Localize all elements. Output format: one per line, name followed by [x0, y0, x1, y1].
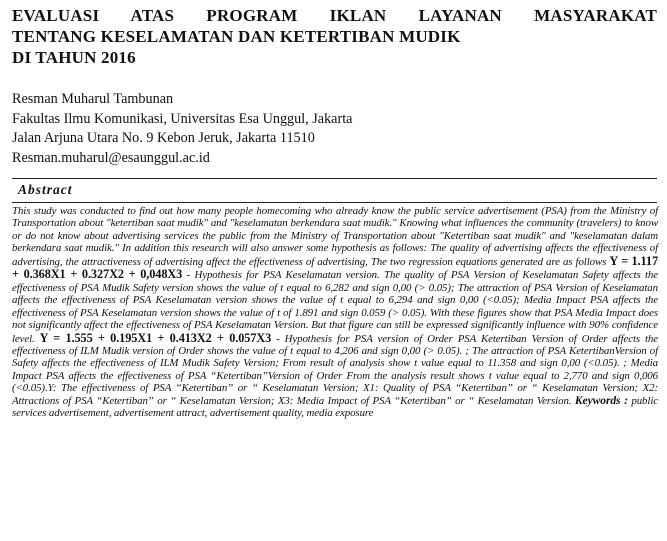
abstract-text-2: - Hypothesis for PSA Keselamatan version. The quality of PSA Version of Keselamatan Safety affects the effectiveness of PSA Mudik Safety version shows the value of t equal to 6,282 and sign 0,00 (> 0.05); The attraction of PSA Version of Keselamatan affects the effectiveness of PSA Keselamatan version shows the value of t equal to 6,294 and sign 0,00 (<0.05); Media Impact PSA affects the effectiveness of PSA Keselamatan version shows the value of t of 1.891 and sign 0.059 (> 0.05). With these figures show that PSA Media Impact does not significantly affect the effectiveness of PSA Keselamatan Version. But that figure can still be expressed significantly influence with 90% confidence level. [12, 269, 658, 345]
abstract-text-3: - Hypothesis for PSA version of Order PSA Ketertiban Version of Order affects the effectiveness of ILM Mudik version of Order shows the value of t equal to 4,206 and sign 0,00 (> 0.05). ; The attraction of PSA KetertibanVersion of Safety affects the effectiveness of ILM Mudik Safety Version; From result of analysis show t value equal to 11.358 and sign 0,00 (<0.05). ; Media Impact PSA affects the effectiveness of PSA “Ketertiban”Version of Order From the analysis result shows t value equal to 2,770 and sign 0,006 (<0.05).Y: The effectiveness of PSA “Ketertiban” or “ Keselamatan Version; X1: Quality of PSA “Ketertiban” or “ Keselamatan Version; X2: Attractions of PSA “Ketertiban” or “ Keselamatan Version; X3: Media Impact of PSA “Ketertiban” or “ Keselamatan Version. [12, 332, 658, 407]
keywords-list: public services advertisement, advertisement attract, advertisement quality, media exposure [12, 394, 658, 420]
title-line-1: EVALUASI ATAS PROGRAM IKLAN LAYANAN MASYARAKAT [12, 6, 657, 25]
divider-abstract [12, 202, 657, 203]
author-name: Resman Muharul Tambunan [12, 91, 174, 107]
divider-top [12, 178, 657, 179]
title-line-3: DI TAHUN 2016 [12, 48, 136, 67]
regression-equation-1: Y = 1.117 + 0.368X1 + 0.327X2 + 0,048X3 [12, 253, 658, 282]
author-email: Resman.muharul@esaunggul.ac.id [12, 149, 210, 166]
abstract-text-1: This study was conducted to find out how many people homecoming who already know the public service advertisement (PSA) from the Ministry of Transportation about "ketertiban saat mudik" and "keselamatan berkendara saat mudik." Knowing what influences the community (travelers) to know or do not know about advertising services the public from the Ministry of Transportation about "Ketertiban saat mudik" and "keselamatan dalam berkendara saat mudik." In addition this research will also answer some hypothesis as follows: The quality of advertising affects the effectiveness of advertising, the attractiveness of advertising affect the effectiveness of advertising, The two regression equations generated are as follows [12, 205, 658, 268]
abstract-body [12, 205, 658, 420]
author-block [12, 90, 657, 168]
paper-title [12, 5, 657, 68]
abstract-heading: Abstract [18, 182, 73, 197]
author-address: Jalan Arjuna Utara No. 9 Kebon Jeruk, Jakarta 11510 [12, 130, 315, 146]
title-line-2: TENTANG KESELAMATAN DAN KETERTIBAN MUDIK [12, 27, 461, 46]
author-affiliation: Fakultas Ilmu Komunikasi, Universitas Esa Unggul, Jakarta [12, 110, 353, 127]
keywords-label: Keywords : [574, 393, 628, 407]
regression-equation-2: Y = 1.555 + 0.195X1 + 0.413X2 + 0.057X3 [39, 330, 272, 345]
